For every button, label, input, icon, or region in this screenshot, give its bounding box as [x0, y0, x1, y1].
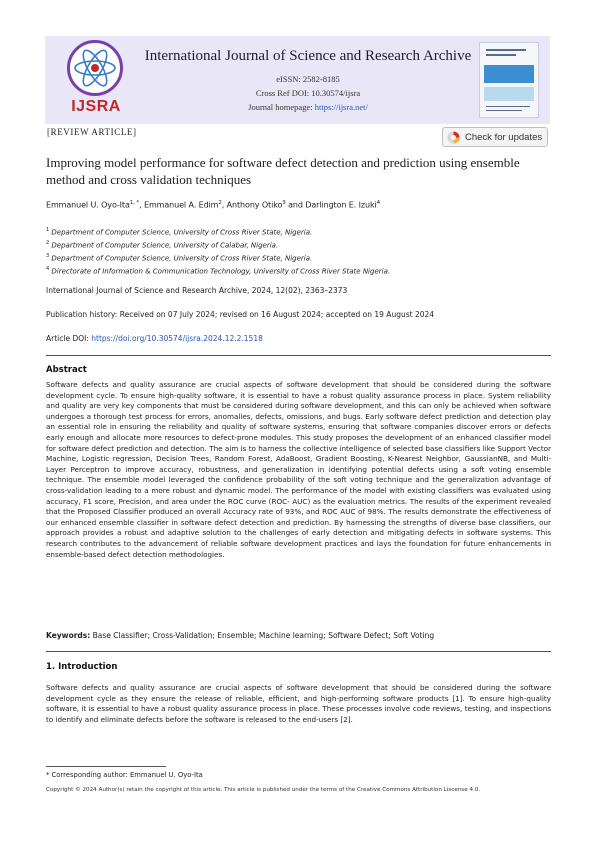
- doi-link[interactable]: https://doi.org/10.30574/ijsra.2024.12.2.1518: [91, 334, 263, 343]
- journal-cover-thumbnail: [479, 42, 539, 118]
- keywords: [46, 631, 434, 640]
- cover-band: [484, 65, 534, 83]
- journal-homepage: [143, 102, 473, 112]
- author-list: [46, 200, 380, 210]
- abstract-heading: Abstract: [46, 365, 87, 375]
- corresponding-author: * Corresponding author: Emmanuel U. Oyo-Ita: [46, 771, 203, 779]
- check-for-updates-button[interactable]: [442, 127, 548, 147]
- journal-logo: [53, 40, 139, 122]
- author-name: Darlington E. Izuki: [305, 200, 377, 210]
- eissn: eISSN: 2582-8185: [276, 74, 340, 84]
- author-affiliation-mark: 3: [282, 200, 286, 206]
- check-for-updates-label: Check for updates: [465, 131, 543, 143]
- cover-line: [486, 110, 522, 111]
- crossref-doi: Cross Ref DOI: 10.30574/ijsra: [255, 88, 361, 98]
- affiliation-text: Department of Computer Science, University of Cross River State, Nigeria.: [51, 228, 313, 237]
- cover-line: [486, 49, 526, 51]
- affiliation-number: 2: [46, 240, 50, 246]
- affiliation-item: [46, 237, 390, 250]
- affiliation-list: [46, 224, 390, 276]
- crossmark-icon: [447, 131, 460, 144]
- author-affiliation-mark: 4: [376, 200, 381, 206]
- copyright-notice: Copyright © 2024 Author(s) retain the copyright of this article. This article is published under the terms of the Creative Commons Attribution Liscense 4.0.: [46, 787, 481, 793]
- cover-line: [486, 106, 530, 107]
- author-name: Anthony Otiko: [226, 200, 283, 210]
- keywords-label: Keywords:: [46, 631, 91, 640]
- introduction-text: Software defects and quality assurance are crucial aspects of software development that should be considered during the software development cycle as they ensure the release of reliable, efficient, and high-performing software products [1]. To ensure high-quality software, it is essential to have a robust quality assurance process in place. These processes involve code reviews, testing, and inspections to identify and eliminate defects before the software is released to the end-users [2].: [46, 683, 551, 724]
- homepage-link[interactable]: https://ijsra.net/: [314, 102, 368, 112]
- author-name: Emmanuel A. Edim: [144, 200, 219, 210]
- publication-history: Publication history: Received on 07 July 2024; revised on 16 August 2024; accepted on 19 August 2024: [46, 310, 435, 319]
- logo-text: IJSRA: [71, 98, 121, 115]
- atom-logo-icon: [67, 40, 123, 96]
- author-separator: ,: [221, 200, 227, 210]
- author-separator: and: [285, 200, 306, 210]
- footnote-divider: [46, 766, 166, 767]
- cover-band: [484, 87, 534, 101]
- journal-title: International Journal of Science and Research Archive: [144, 48, 472, 64]
- introduction-heading: 1. Introduction: [46, 662, 118, 672]
- abstract-text: Software defects and quality assurance are crucial aspects of software development that should be considered during the software development cycle. To ensure high-quality software, it is essential to have a robust quality assurance process in place. System reliability and quality are very key components that must be considered during software development, and this can only be achieved when software undergoes a thorough test process for errors, anomalies, defects, omissions, and bugs. Early software defect prediction and detection play an essential role in ensuring the reliability and quality of software systems, ensuring that software companies discover errors or defects early enough and allocate more resources to defect-prone modules. This study proposes the development of an enhanced classifier model for software defect prediction and detection. The aim is to harness the collective intelligence of selected base classifiers like Support Vector Machine, Logistic regression, Decision Trees, Random Forest, AdaBoost, Gradient Boosting, K-Nearest Neighbor, GaussianNB, and Multi-Layer Perceptron to improve accuracy, robustness, and generalization in identifying potential defects using a soft voting ensemble technique. The ensemble model leveraged the confidence probability of the soft voting technique and the generalization advantage of cross-validation leading to a more robust and dynamic model. The performance of the model with existing classifiers was evaluated using accuracy, F1 score, Precision, and area under the ROC curve (ROC- AUC) as the evaluation metrics. The results of the experiment revealed that the Proposed Classifier produced an overall Accuracy rate of 93%, and ROC AUC of 98%. The results demonstrate the effectiveness of our enhanced ensemble classifier in software defect detection and prediction. By harnessing the strengths of diverse base classifiers, our approach provides a robust and adaptive solution to the challenges of early detection and mitigating defects in software systems. This research contributes to the advancement of reliable software development practices and lays the foundation for future enhancements in ensemble-based defect detection methodologies.: [46, 380, 551, 559]
- affiliation-number: 1: [46, 227, 50, 233]
- author-affiliation-mark: 2: [218, 200, 222, 206]
- divider: [46, 651, 551, 652]
- cover-line: [486, 54, 516, 56]
- affiliation-item: [46, 263, 390, 276]
- author-separator: ,: [139, 200, 145, 210]
- article-type-label: [REVIEW ARTICLE]: [47, 127, 137, 137]
- homepage-label: Journal homepage:: [248, 102, 315, 112]
- affiliation-item: [46, 250, 390, 263]
- author-affiliation-mark: 1, *: [129, 200, 140, 206]
- keywords-text: Base Classifier; Cross-Validation; Ensemble; Machine learning; Software Defect; Soft Voting: [90, 631, 435, 640]
- affiliation-text: Department of Computer Science, University of Cross River State, Nigeria.: [51, 254, 313, 263]
- journal-citation: International Journal of Science and Research Archive, 2024, 12(02), 2363–2373: [46, 286, 348, 295]
- author-name: Emmanuel U. Oyo-Ita: [46, 200, 130, 210]
- journal-banner: [45, 36, 550, 124]
- affiliation-number: 3: [46, 253, 50, 259]
- affiliation-number: 4: [46, 266, 50, 272]
- affiliation-text: Directorate of Information & Communication Technology, University of Cross River State Nigeria.: [51, 267, 391, 276]
- doi-label: Article DOI:: [46, 334, 92, 343]
- article-doi: [46, 334, 263, 343]
- affiliation-item: [46, 224, 390, 237]
- article-title: Improving model performance for software defect detection and prediction using ensemble method and cross validation techniques: [46, 155, 520, 187]
- divider: [46, 355, 551, 356]
- affiliation-text: Department of Computer Science, University of Calabar, Nigeria.: [51, 241, 279, 250]
